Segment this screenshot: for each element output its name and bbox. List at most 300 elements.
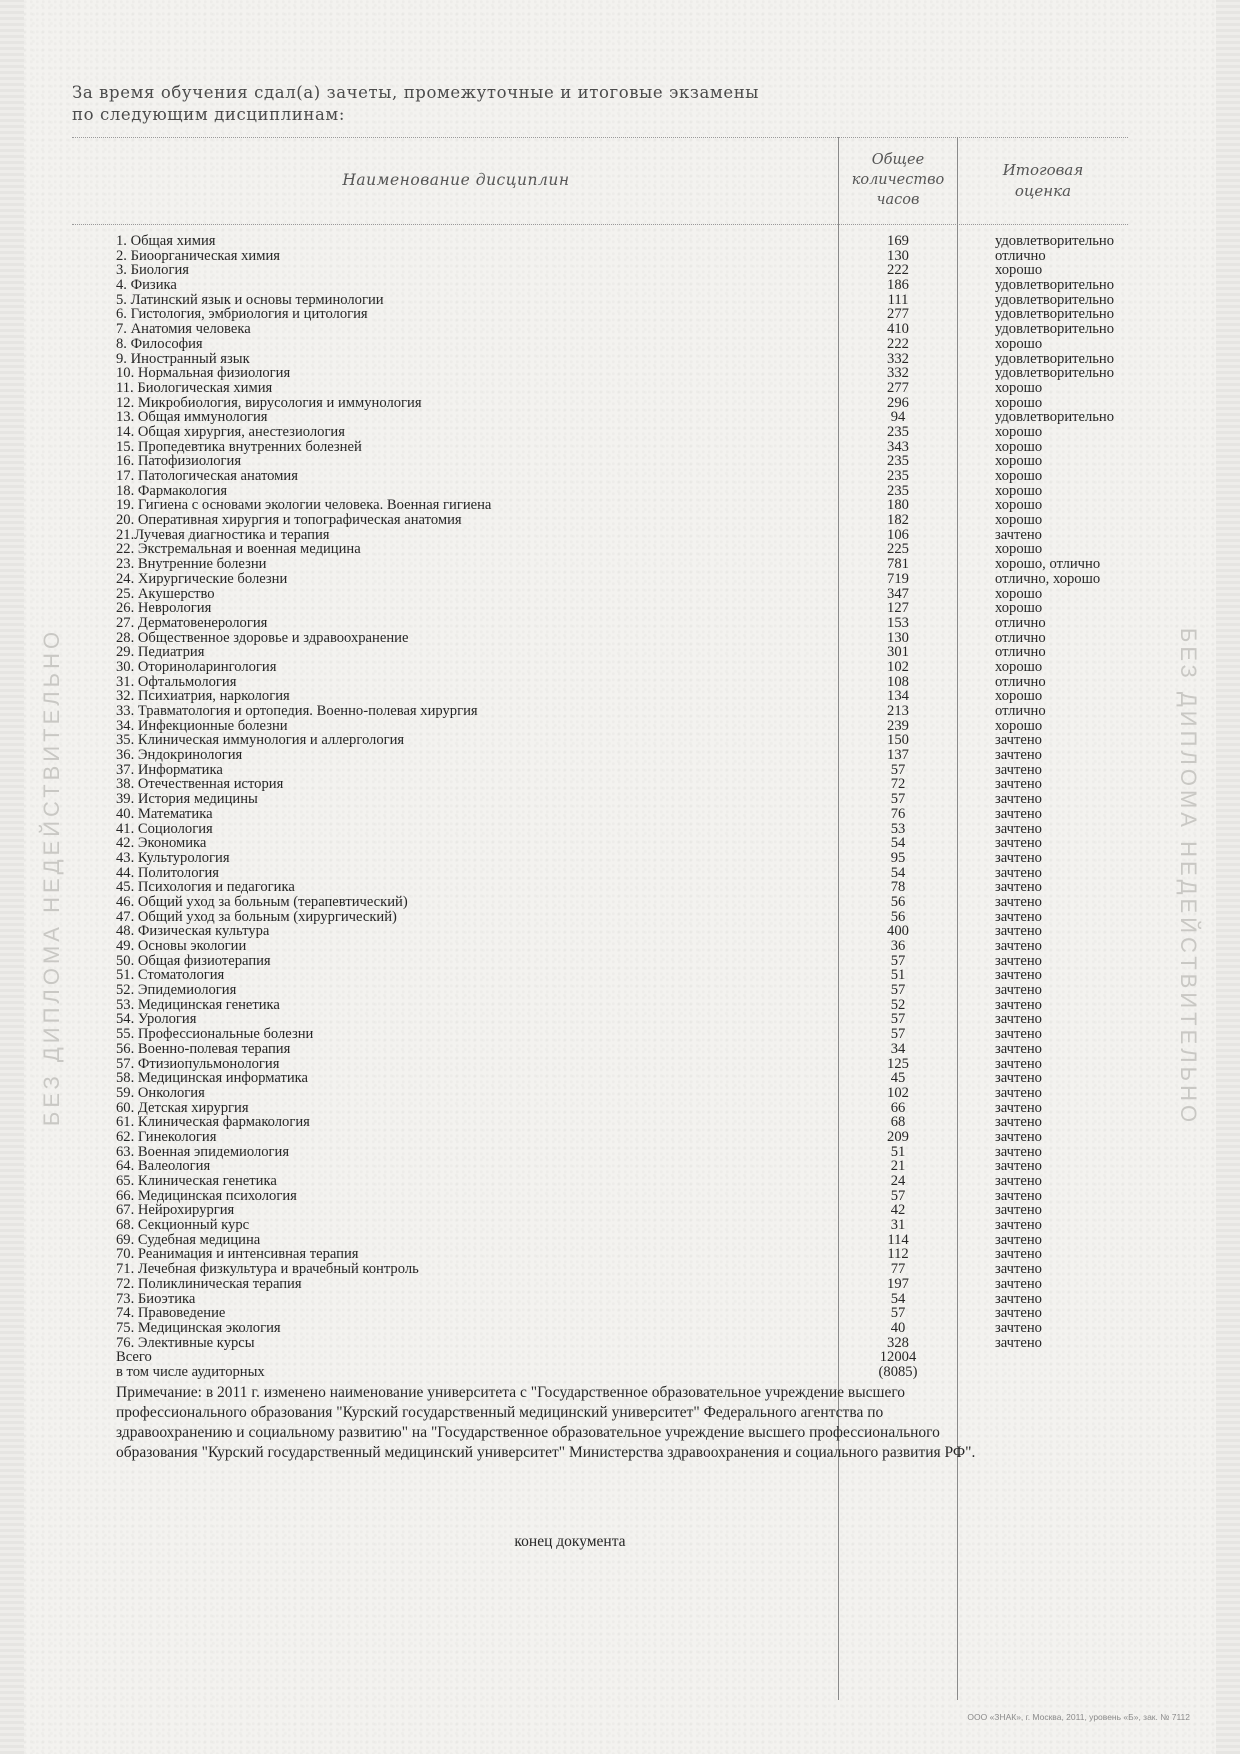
discipline-name: в том числе аудиторных: [116, 1363, 265, 1380]
discipline-grade: зачтено: [995, 1319, 1042, 1336]
table-row: [0, 396, 1240, 411]
discipline-hours: 328: [887, 1334, 909, 1351]
discipline-hours: 54: [890, 835, 906, 852]
table-row: [0, 880, 1240, 895]
table-row: [0, 1145, 1240, 1160]
discipline-grade: удовлетворительно: [995, 277, 1115, 294]
table-row: [0, 513, 1240, 528]
discipline-hours: 51: [890, 1143, 906, 1160]
discipline-grade: зачтено: [995, 835, 1042, 852]
table-row: [0, 366, 1240, 381]
discipline-grade: зачтено: [995, 1070, 1042, 1087]
discipline-name: 54. Урология: [116, 1011, 197, 1028]
discipline-hours: 40: [890, 1319, 906, 1336]
table-row: [0, 910, 1240, 925]
discipline-name: 20. Оперативная хирургия и топографическая анатомия: [116, 512, 462, 529]
discipline-grade: зачтено: [995, 982, 1042, 999]
discipline-grade: зачтено: [995, 864, 1042, 881]
table-row: [0, 807, 1240, 822]
table-row: [0, 322, 1240, 337]
discipline-name: 72. Поликлиническая терапия: [116, 1275, 302, 1292]
discipline-name: 63. Военная эпидемиология: [116, 1143, 290, 1160]
discipline-hours: 78: [890, 879, 906, 896]
discipline-grade: зачтено: [995, 1040, 1042, 1057]
discipline-grade: зачтено: [995, 1231, 1042, 1248]
discipline-hours: 153: [887, 614, 909, 631]
discipline-grade: удовлетворительно: [995, 365, 1115, 382]
discipline-hours: 209: [887, 1128, 909, 1145]
discipline-name: 27. Дерматовенерология: [116, 614, 268, 631]
header-final-grade: [958, 160, 1128, 202]
table-row: [0, 249, 1240, 264]
discipline-hours: 57: [890, 952, 906, 969]
header-grade-line-2: оценка: [1014, 182, 1072, 200]
discipline-table-body: [0, 234, 1240, 1380]
discipline-grade: зачтено: [995, 1128, 1042, 1145]
discipline-grade: хорошо: [995, 688, 1043, 705]
left-watermark-text: БЕЗ ДИПЛОМА НЕДЕЙСТВИТЕЛЬНО: [39, 627, 64, 1127]
discipline-name: 15. Пропедевтика внутренних болезней: [116, 438, 362, 455]
discipline-name: 50. Общая физиотерапия: [116, 952, 271, 969]
discipline-name: 55. Профессиональные болезни: [116, 1026, 314, 1043]
discipline-grade: зачтено: [995, 791, 1042, 808]
table-row: [0, 998, 1240, 1013]
discipline-name: 24. Хирургические болезни: [116, 570, 288, 587]
discipline-hours: 719: [887, 570, 909, 587]
discipline-hours: 137: [887, 747, 909, 764]
discipline-hours: 56: [890, 908, 906, 925]
discipline-name: 30. Оториноларингология: [116, 658, 277, 675]
discipline-grade: хорошо: [995, 497, 1043, 514]
discipline-name: 42. Экономика: [116, 835, 207, 852]
discipline-hours: 296: [887, 394, 909, 411]
table-row: [0, 1203, 1240, 1218]
table-row: [0, 675, 1240, 690]
discipline-hours: 239: [887, 717, 909, 734]
discipline-grade: зачтено: [995, 1026, 1042, 1043]
table-row: [0, 454, 1240, 469]
table-row: [0, 1071, 1240, 1086]
discipline-grade: зачтено: [995, 1275, 1042, 1292]
discipline-hours: (8085): [878, 1363, 918, 1380]
discipline-hours: 57: [890, 1026, 906, 1043]
discipline-grade: зачтено: [995, 526, 1042, 543]
discipline-grade: зачтено: [995, 1202, 1042, 1219]
discipline-hours: 21: [890, 1158, 906, 1175]
discipline-name: 44. Политология: [116, 864, 220, 881]
discipline-hours: 222: [887, 262, 909, 279]
discipline-grade: зачтено: [995, 805, 1042, 822]
table-row: [0, 939, 1240, 954]
discipline-grade: зачтено: [995, 908, 1042, 925]
discipline-name: 1. Общая химия: [116, 233, 216, 249]
discipline-hours: 54: [890, 864, 906, 881]
discipline-name: 60. Детская хирургия: [116, 1099, 249, 1116]
note-line-3: здравоохранению и социальному развитию" на "Государственное образовательное учреждение высшего профессионального: [116, 1424, 940, 1441]
discipline-hours: 57: [890, 982, 906, 999]
discipline-grade: зачтено: [995, 1099, 1042, 1116]
note-paragraph: [116, 1383, 1056, 1463]
discipline-name: 35. Клиническая иммунология и аллергология: [116, 732, 405, 749]
header-hours-line-1: Общее: [871, 152, 925, 168]
discipline-hours: 277: [887, 306, 909, 323]
table-row: [0, 777, 1240, 792]
discipline-name: 31. Офтальмология: [116, 673, 237, 690]
discipline-name: 10. Нормальная физиология: [116, 365, 291, 382]
discipline-grade: зачтено: [995, 1114, 1042, 1131]
intro-line-1: За время обучения сдал(а) зачеты, промежуточные и итоговые экзамены: [72, 83, 760, 102]
discipline-grade: удовлетворительно: [995, 409, 1115, 426]
discipline-hours: 332: [887, 365, 909, 382]
discipline-name: 67. Нейрохирургия: [116, 1202, 235, 1219]
discipline-hours: 42: [890, 1202, 906, 1219]
table-row: [0, 983, 1240, 998]
discipline-grade: зачтено: [995, 996, 1042, 1013]
discipline-name: 71. Лечебная физкультура и врачебный контроль: [116, 1261, 419, 1278]
table-row: [0, 792, 1240, 807]
discipline-name: 21.Лучевая диагностика и терапия: [116, 526, 330, 543]
table-row: [0, 307, 1240, 322]
discipline-name: 76. Элективные курсы: [116, 1334, 255, 1351]
table-row: [0, 968, 1240, 983]
discipline-grade: зачтено: [995, 923, 1042, 940]
discipline-hours: 182: [887, 512, 909, 529]
table-row: [0, 704, 1240, 719]
discipline-grade: отлично: [995, 673, 1046, 690]
table-row: [0, 1306, 1240, 1321]
discipline-hours: 45: [890, 1070, 906, 1087]
discipline-name: 26. Неврология: [116, 600, 212, 617]
discipline-name: 32. Психиатрия, наркология: [116, 688, 290, 705]
discipline-hours: 102: [887, 658, 909, 675]
table-row: [0, 1012, 1240, 1027]
discipline-grade: хорошо: [995, 600, 1043, 617]
discipline-hours: 125: [887, 1055, 909, 1072]
discipline-name: 46. Общий уход за больным (терапевтический): [116, 893, 408, 910]
table-row: [0, 631, 1240, 646]
discipline-hours: 52: [890, 996, 906, 1013]
discipline-hours: 112: [887, 1246, 909, 1263]
note-line-1: Примечание: в 2011 г. изменено наименование университета с "Государственное образовательное учреждение высшего: [116, 1384, 906, 1401]
discipline-grade: хорошо: [995, 379, 1043, 396]
discipline-name: 59. Онкология: [116, 1084, 205, 1101]
table-row: [0, 851, 1240, 866]
discipline-hours: 235: [887, 423, 909, 440]
discipline-hours: 127: [887, 600, 909, 617]
table-row: [0, 1321, 1240, 1336]
discipline-grade: зачтено: [995, 1217, 1042, 1234]
table-row: [0, 733, 1240, 748]
discipline-hours: 57: [890, 1305, 906, 1322]
discipline-name: 23. Внутренние болезни: [116, 556, 267, 573]
discipline-grade: зачтено: [995, 1173, 1042, 1189]
table-row: [0, 1350, 1240, 1365]
table-row: [0, 440, 1240, 455]
discipline-name: 57. Фтизиопульмонология: [116, 1055, 280, 1072]
discipline-hours: 130: [887, 247, 909, 264]
discipline-grade: хорошо: [995, 423, 1043, 440]
discipline-grade: зачтено: [995, 1011, 1042, 1028]
discipline-name: 13. Общая иммунология: [116, 409, 268, 426]
table-row: [0, 1247, 1240, 1262]
discipline-name: 18. Фармакология: [116, 482, 228, 499]
discipline-grade: зачтено: [995, 1055, 1042, 1072]
table-row: [0, 1042, 1240, 1057]
discipline-grade: отлично, хорошо: [995, 570, 1101, 587]
table-row: [0, 1189, 1240, 1204]
discipline-name: 17. Патологическая анатомия: [116, 468, 298, 484]
discipline-hours: 111: [887, 291, 909, 308]
discipline-name: 36. Эндокринология: [116, 747, 243, 764]
discipline-hours: 301: [887, 644, 909, 661]
discipline-grade: хорошо: [995, 541, 1043, 558]
discipline-hours: 24: [890, 1173, 906, 1189]
discipline-hours: 400: [887, 923, 909, 940]
discipline-name: 28. Общественное здоровье и здравоохранение: [116, 629, 409, 646]
table-row: [0, 1292, 1240, 1307]
discipline-name: 68. Секционный курс: [116, 1217, 250, 1234]
discipline-name: 70. Реанимация и интенсивная терапия: [116, 1246, 359, 1263]
table-row: [0, 1027, 1240, 1042]
table-row: [0, 924, 1240, 939]
discipline-grade: удовлетворительно: [995, 291, 1115, 308]
discipline-grade: хорошо, отлично: [995, 556, 1101, 573]
discipline-hours: 197: [887, 1275, 909, 1292]
discipline-grade: отлично: [995, 247, 1046, 264]
discipline-name: 4. Физика: [116, 277, 177, 294]
discipline-hours: 186: [887, 277, 909, 294]
table-row: [0, 572, 1240, 587]
discipline-hours: 225: [887, 541, 909, 558]
discipline-grade: хорошо: [995, 438, 1043, 455]
discipline-hours: 56: [890, 893, 906, 910]
discipline-hours: 76: [890, 805, 906, 822]
discipline-grade: хорошо: [995, 262, 1043, 279]
discipline-hours: 77: [890, 1261, 906, 1278]
discipline-hours: 332: [887, 350, 909, 367]
discipline-name: 69. Судебная медицина: [116, 1231, 261, 1248]
discipline-hours: 235: [887, 482, 909, 499]
table-row: [0, 1233, 1240, 1248]
discipline-name: Всего: [116, 1349, 152, 1366]
header-discipline-name: Наименование дисциплин: [342, 171, 570, 189]
discipline-hours: 36: [890, 938, 906, 954]
discipline-name: 39. История медицины: [116, 791, 258, 808]
discipline-grade: отлично: [995, 629, 1046, 646]
discipline-grade: зачтено: [995, 1290, 1042, 1307]
discipline-name: 2. Биоорганическая химия: [116, 247, 280, 264]
discipline-hours: 57: [890, 791, 906, 808]
table-row: [0, 542, 1240, 557]
table-row: [0, 1365, 1240, 1380]
discipline-hours: 150: [887, 732, 909, 749]
discipline-hours: 95: [890, 849, 906, 866]
discipline-hours: 277: [887, 379, 909, 396]
intro-text: [72, 82, 832, 126]
discipline-name: 33. Травматология и ортопедия. Военно-полевая хирургия: [116, 703, 478, 719]
discipline-name: 43. Культурология: [116, 849, 230, 866]
discipline-hours: 180: [887, 497, 909, 514]
discipline-grade: зачтено: [995, 1246, 1042, 1263]
right-watermark-text: БЕЗ ДИПЛОМА НЕДЕЙСТВИТЕЛЬНО: [1176, 627, 1201, 1127]
note-line-4: образования "Курский государственный медицинский университет" Министерства здравоохранения и социального развития РФ".: [116, 1444, 976, 1461]
discipline-name: 52. Эпидемиология: [116, 982, 237, 999]
table-row: [0, 425, 1240, 440]
table-row: [0, 763, 1240, 778]
discipline-hours: 54: [890, 1290, 906, 1307]
discipline-hours: 130: [887, 629, 909, 646]
discipline-name: 49. Основы экологии: [116, 938, 247, 954]
table-row: [0, 689, 1240, 704]
discipline-grade: зачтено: [995, 1334, 1042, 1351]
discipline-grade: хорошо: [995, 468, 1043, 484]
discipline-grade: отлично: [995, 703, 1046, 719]
discipline-name: 40. Математика: [116, 805, 213, 822]
discipline-name: 9. Иностранный язык: [116, 350, 250, 367]
discipline-name: 16. Патофизиология: [116, 453, 242, 470]
discipline-hours: 31: [890, 1217, 906, 1234]
discipline-grade: зачтено: [995, 1305, 1042, 1322]
table-row: [0, 1115, 1240, 1130]
discipline-name: 5. Латинский язык и основы терминологии: [116, 291, 384, 308]
discipline-name: 64. Валеология: [116, 1158, 211, 1175]
discipline-hours: 106: [887, 526, 909, 543]
printer-info: ООО «ЗНАК», г. Москва, 2011, уровень «Б», зак. № 7112: [967, 1712, 1190, 1722]
end-of-document-text: конец документа: [514, 1533, 626, 1550]
discipline-grade: хорошо: [995, 482, 1043, 499]
discipline-hours: 72: [890, 776, 906, 793]
discipline-name: 8. Философия: [116, 335, 203, 352]
header-grade-line-1: Итоговая: [1002, 161, 1084, 179]
discipline-name: 22. Экстремальная и военная медицина: [116, 541, 361, 558]
discipline-grade: хорошо: [995, 717, 1043, 734]
table-row: [0, 410, 1240, 425]
discipline-name: 34. Инфекционные болезни: [116, 717, 288, 734]
discipline-hours: 68: [890, 1114, 906, 1131]
header-hours-line-2: количество: [851, 172, 945, 188]
table-row: [0, 645, 1240, 660]
discipline-hours: 94: [890, 409, 906, 426]
table-row: [0, 660, 1240, 675]
header-bottom-rule: [72, 224, 1128, 225]
discipline-hours: 169: [887, 233, 909, 249]
discipline-hours: 57: [890, 1187, 906, 1204]
table-row: [0, 381, 1240, 396]
discipline-grade: удовлетворительно: [995, 233, 1115, 249]
discipline-hours: 66: [890, 1099, 906, 1116]
discipline-grade: зачтено: [995, 952, 1042, 969]
discipline-hours: 114: [887, 1231, 909, 1248]
discipline-grade: зачтено: [995, 879, 1042, 896]
discipline-hours: 235: [887, 453, 909, 470]
table-row: [0, 895, 1240, 910]
discipline-name: 3. Биология: [116, 262, 189, 279]
discipline-grade: хорошо: [995, 335, 1043, 352]
table-row: [0, 601, 1240, 616]
table-row: [0, 954, 1240, 969]
table-row: [0, 822, 1240, 837]
discipline-grade: зачтено: [995, 938, 1042, 954]
table-row: [0, 352, 1240, 367]
discipline-hours: 222: [887, 335, 909, 352]
discipline-name: 58. Медицинская информатика: [116, 1070, 309, 1087]
discipline-name: 61. Клиническая фармакология: [116, 1114, 310, 1131]
table-row: [0, 587, 1240, 602]
table-row: [0, 1218, 1240, 1233]
discipline-name: 51. Стоматология: [116, 967, 225, 984]
discipline-grade: хорошо: [995, 658, 1043, 675]
header-total-hours: [840, 150, 956, 210]
discipline-hours: 34: [890, 1040, 906, 1057]
discipline-hours: 57: [890, 1011, 906, 1028]
discipline-name: 12. Микробиология, вирусология и иммунология: [116, 394, 422, 411]
discipline-hours: 347: [887, 585, 909, 602]
discipline-name: 47. Общий уход за больным (хирургический): [116, 908, 397, 925]
table-row: [0, 1159, 1240, 1174]
discipline-grade: отлично: [995, 644, 1046, 661]
discipline-grade: зачтено: [995, 893, 1042, 910]
discipline-name: 53. Медицинская генетика: [116, 996, 280, 1013]
discipline-grade: зачтено: [995, 1187, 1042, 1204]
table-row: [0, 1336, 1240, 1351]
discipline-hours: 410: [887, 321, 909, 338]
discipline-hours: 134: [887, 688, 909, 705]
table-row: [0, 278, 1240, 293]
discipline-name: 7. Анатомия человека: [116, 321, 251, 338]
discipline-hours: 235: [887, 468, 909, 484]
discipline-grade: зачтено: [995, 1261, 1042, 1278]
discipline-hours: 57: [890, 761, 906, 778]
table-row: [0, 1130, 1240, 1145]
discipline-grade: зачтено: [995, 967, 1042, 984]
table-row: [0, 469, 1240, 484]
discipline-grade: хорошо: [995, 585, 1043, 602]
table-row: [0, 616, 1240, 631]
discipline-name: 19. Гигиена с основами экологии человека. Военная гигиена: [116, 497, 492, 514]
table-row: [0, 293, 1240, 308]
discipline-name: 48. Физическая культура: [116, 923, 270, 940]
discipline-hours: 12004: [879, 1349, 917, 1366]
table-row: [0, 748, 1240, 763]
note-line-2: профессионального образования "Курский государственный медицинский университет" Федерального агентства по: [116, 1404, 884, 1421]
discipline-name: 65. Клиническая генетика: [116, 1173, 277, 1189]
table-row: [0, 1277, 1240, 1292]
discipline-name: 41. Социология: [116, 820, 213, 837]
discipline-name: 37. Информатика: [116, 761, 223, 778]
intro-line-2: по следующим дисциплинам:: [72, 105, 346, 124]
discipline-grade: хорошо: [995, 453, 1043, 470]
discipline-name: 29. Педиатрия: [116, 644, 205, 661]
discipline-grade: зачтено: [995, 732, 1042, 749]
table-row: [0, 1101, 1240, 1116]
table-row: [0, 557, 1240, 572]
discipline-name: 62. Гинекология: [116, 1128, 217, 1145]
discipline-grade: зачтено: [995, 747, 1042, 764]
discipline-grade: зачтено: [995, 761, 1042, 778]
discipline-grade: удовлетворительно: [995, 306, 1115, 323]
table-row: [0, 337, 1240, 352]
table-row: [0, 528, 1240, 543]
table-row: [0, 498, 1240, 513]
table-row: [0, 263, 1240, 278]
discipline-grade: зачтено: [995, 820, 1042, 837]
table-row: [0, 866, 1240, 881]
discipline-grade: зачтено: [995, 776, 1042, 793]
discipline-grade: удовлетворительно: [995, 321, 1115, 338]
discipline-name: 75. Медицинская экология: [116, 1319, 281, 1336]
discipline-hours: 781: [887, 556, 909, 573]
discipline-hours: 343: [887, 438, 909, 455]
